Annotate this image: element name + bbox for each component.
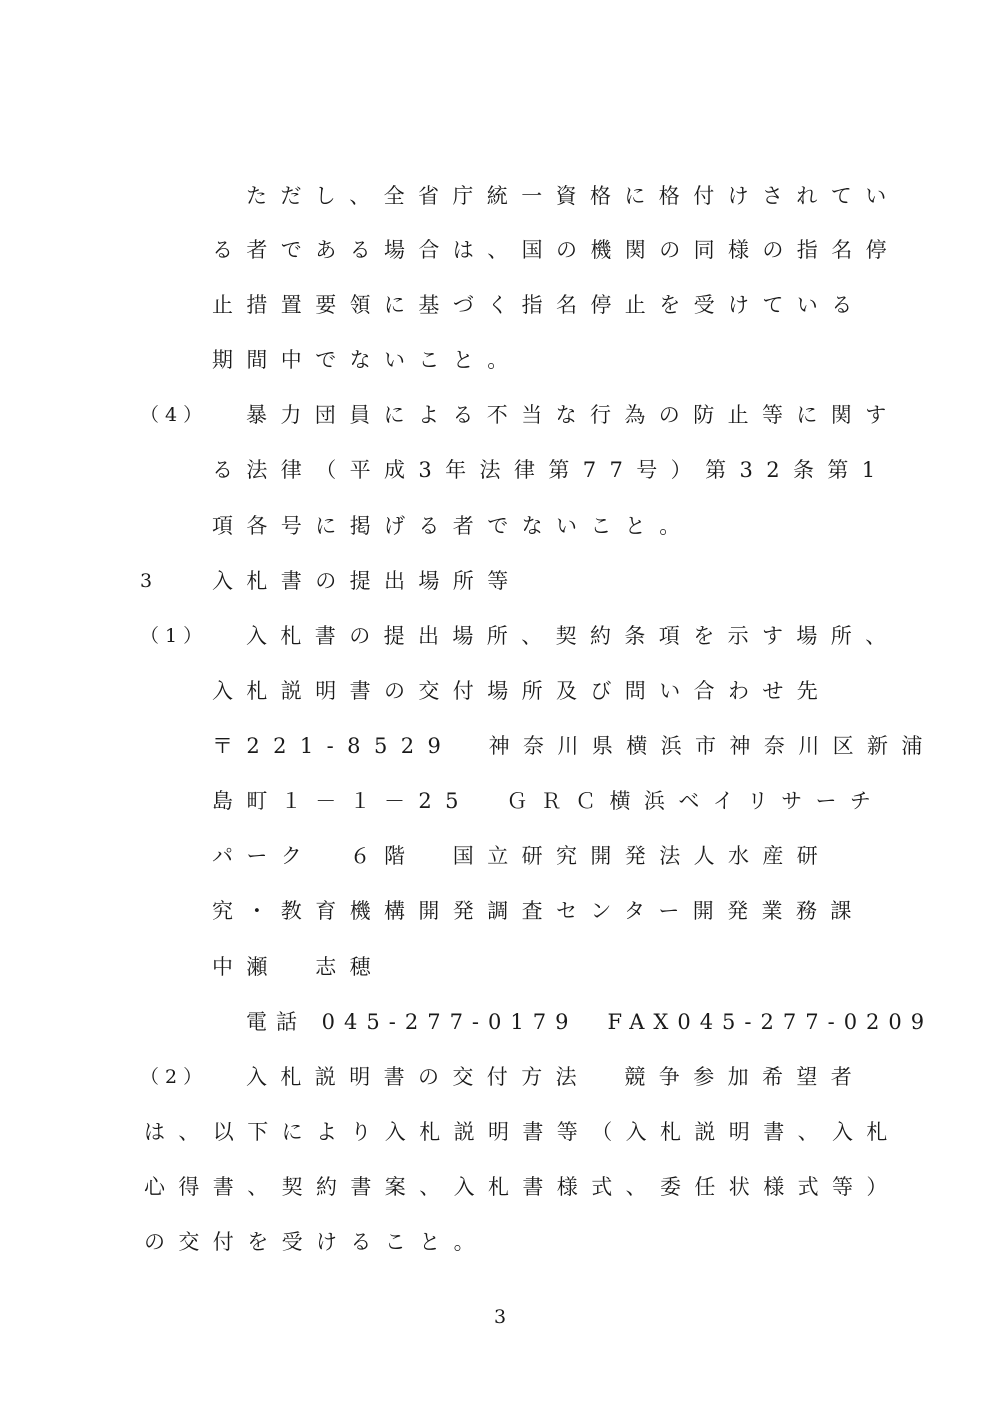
text-line: る法律（平成3年法律第77号）第32条第1 — [212, 458, 889, 482]
text-line: 入札書の提出場所、契約条項を示す場所、 — [246, 624, 900, 648]
address-line: 究・教育機構開発調査センター開発業務課 — [212, 899, 865, 923]
item-marker: （4） — [140, 404, 209, 426]
text-line: は、以下により入札説明書等（入札説明書、入札 — [144, 1120, 901, 1144]
text-line: 心得書、契約書案、入札書様式、委任状様式等） — [144, 1175, 901, 1199]
item-marker: （1） — [140, 625, 209, 647]
text-line: の交付を受けること。 — [144, 1230, 488, 1254]
item-marker: （2） — [140, 1066, 209, 1088]
text-line: 入札説明書の交付方法 競争参加希望者 — [246, 1065, 866, 1089]
text-line: ただし、全省庁統一資格に格付けされてい — [246, 184, 900, 208]
address-line: 島町１－１－25 ＧＲＣ横浜ベイリサーチ — [212, 789, 885, 813]
page-number: 3 — [493, 1306, 507, 1328]
text-line: る者である場合は、国の機関の同様の指名停 — [212, 238, 900, 262]
address-line: 〒221-8529 神奈川県横浜市神奈川区新浦 — [212, 734, 936, 758]
contact-phone-fax: 電話 045-277-0179 FAX045-277-0209 — [246, 1010, 934, 1034]
text-line: 暴力団員による不当な行為の防止等に関す — [246, 403, 900, 427]
text-line: 止措置要領に基づく指名停止を受けている — [212, 293, 866, 317]
text-line: 項各号に掲げる者でないこと。 — [212, 514, 694, 538]
section-marker: 3 — [140, 570, 159, 592]
text-line: 入札説明書の交付場所及び問い合わせ先 — [212, 679, 832, 703]
contact-name: 中瀬 志穂 — [212, 955, 384, 979]
text-line: 期間中でないこと。 — [212, 348, 522, 372]
section-heading: 入札書の提出場所等 — [212, 569, 522, 593]
address-line: パーク ６階 国立研究開発法人水産研 — [212, 844, 832, 868]
